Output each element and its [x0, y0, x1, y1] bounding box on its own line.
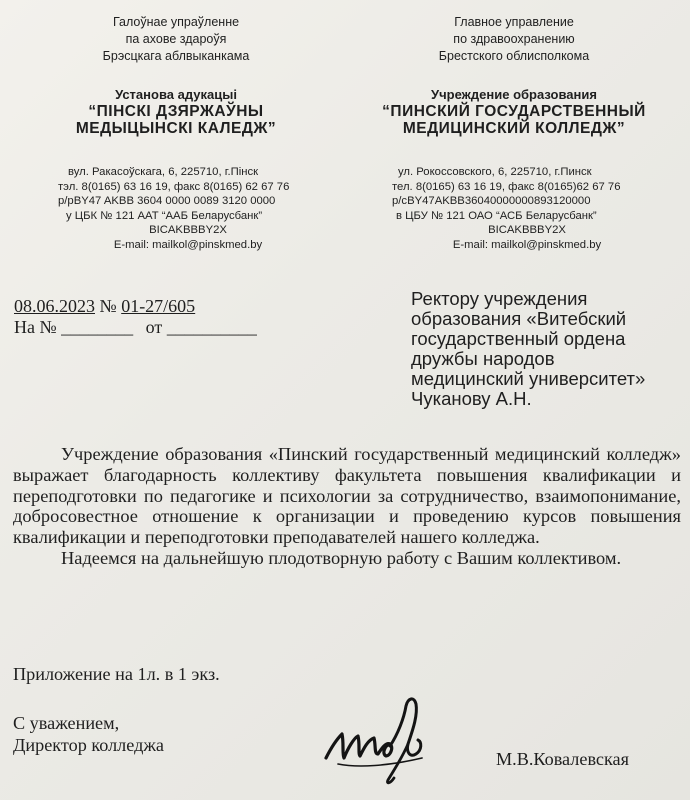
signer-name: М.В.Ковалевская	[496, 749, 629, 769]
institution-name-line: “ПІНСКІ ДЗЯРЖАЎНЫ	[88, 103, 264, 120]
handwritten-signature	[318, 688, 448, 788]
org-line: Брэсцкага аблвыканкама	[102, 49, 250, 63]
letter-body	[13, 444, 681, 569]
reply-from: от	[145, 317, 163, 337]
outgoing-reference	[14, 296, 257, 317]
phone-line: тэл. 8(0165) 63 16 19, факс 8(0165) 62 67 76	[58, 180, 290, 193]
bank-line: у ЦБК № 121 ААТ “ААБ Беларусбанк”	[66, 209, 263, 222]
number-sign: №	[99, 296, 117, 316]
address-line: ул. Рокоссовского, 6, 225710, г.Пинск	[398, 166, 592, 178]
header-right-contacts	[392, 165, 662, 253]
reply-prefix: На №	[14, 317, 57, 337]
email-line: E-mail: mailkol@pinskmed.by	[452, 238, 602, 251]
account-line: р/сBY47AKBB36040000000893120000	[392, 195, 591, 208]
header-left-org	[16, 14, 336, 65]
reply-from-blank: __________	[166, 317, 257, 337]
addressee-line: медицинский университет»	[411, 368, 646, 389]
org-line: Главное управление	[454, 15, 574, 29]
header-left	[16, 14, 336, 137]
email-line: E-mail: mailkol@pinskmed.by	[113, 238, 263, 251]
org-line: Брестского облисполкома	[438, 49, 590, 63]
bank-line: в ЦБУ № 121 ОАО “АСБ Беларусбанк”	[396, 209, 597, 222]
addressee-line: Чуканову А.Н.	[411, 388, 532, 409]
bic-line: BICAKBBBY2X	[488, 224, 566, 237]
bic-line: BICAKBBBY2X	[149, 224, 227, 237]
institution-name-line: МЕДИЦИНСКИЙ КОЛЛЕДЖ”	[402, 120, 626, 137]
addressee-line: дружбы народов	[411, 348, 555, 369]
institution-label: Установа адукацыі	[115, 87, 237, 102]
body-paragraph-1: Учреждение образования «Пинский государственный медицинский колледж» выражает благодарность коллективу факультета повышения квалификации и переподготовки по педагогике и психологии за сотрудничество, взаимопонимание, добросовестное отношение к организации и проведению курсов повышения квалификации и переподготовки преподавателей нашего колледжа.	[13, 444, 681, 548]
org-line: па ахове здароўя	[125, 32, 227, 46]
addressee	[411, 289, 690, 409]
org-line: Галоўнае упраўленне	[112, 15, 240, 29]
incoming-reference	[14, 317, 257, 338]
addressee-line: Ректору учреждения	[411, 288, 588, 309]
institution-name	[16, 103, 336, 137]
address-line: вул. Ракасоўскага, 6, 225710, г.Пінск	[68, 166, 259, 178]
signer-title: Директор колледжа	[13, 735, 164, 755]
reference-block	[14, 296, 257, 338]
addressee-line: образования «Витебский	[411, 308, 627, 329]
addressee-line: государственный ордена	[411, 328, 626, 349]
institution-name	[354, 103, 674, 137]
body-paragraph-2: Надеемся на дальнейшую плодотворную работу с Вашим коллективом.	[61, 547, 622, 568]
closing-block	[13, 712, 164, 756]
org-line: по здравоохранению	[453, 32, 575, 46]
account-line: р/рBY47 AKBB 3604 0000 0089 3120 0000	[58, 195, 276, 208]
header-left-contacts	[58, 165, 318, 253]
institution-name-line: МЕДЫЦЫНСКІ КАЛЕДЖ”	[75, 120, 277, 137]
header-right-org	[354, 14, 674, 65]
reference-date: 08.06.2023	[14, 296, 95, 316]
institution-name-line: “ПИНСКИЙ ГОСУДАРСТВЕННЫЙ	[382, 103, 646, 120]
reference-number: 01-27/605	[121, 296, 196, 316]
phone-line: тел. 8(0165) 63 16 19, факс 8(0165)62 67 76	[392, 180, 621, 193]
closing-greeting: С уважением,	[13, 713, 120, 733]
reply-blank: ________	[61, 317, 134, 337]
attachment-note: Приложение на 1л. в 1 экз.	[13, 664, 220, 684]
header-right	[354, 14, 674, 137]
institution-label: Учреждение образования	[431, 87, 597, 102]
